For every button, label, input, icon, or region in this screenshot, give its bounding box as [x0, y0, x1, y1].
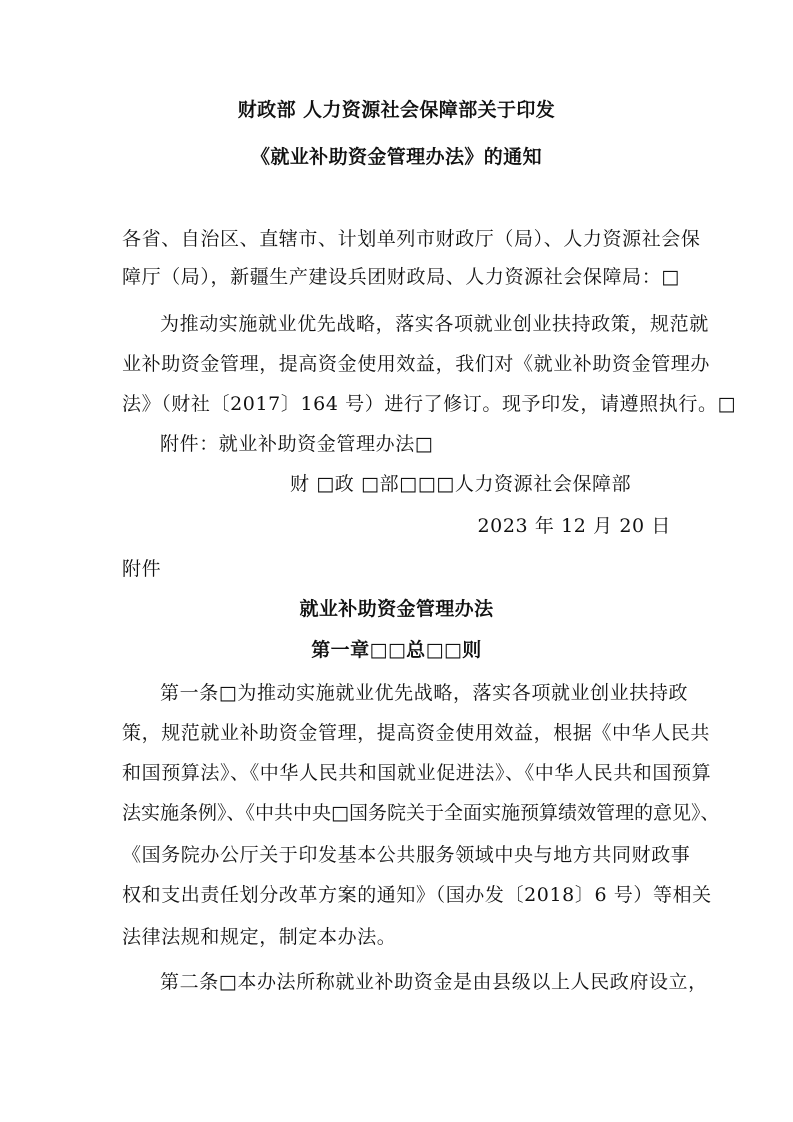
appendix-title: 就业补助资金管理办法	[299, 598, 494, 620]
article-1-line-1: 第一条□为推动实施就业优先战略，落实各项就业创业扶持政	[160, 682, 689, 704]
article-2-line-1: 第二条□本办法所称就业补助资金是由县级以上人民政府设立，	[160, 971, 708, 993]
notice-title-line-1: 财政部 人力资源社会保障部关于印发	[237, 99, 556, 121]
body-paragraph-line-2: 业补助资金管理，提高资金使用效益，我们对《就业补助资金管理办	[122, 353, 711, 375]
article-1-line-7: 法律法规和规定，制定本办法。	[122, 926, 397, 948]
article-1-line-6: 权和支出责任划分改革方案的通知》（国办发〔2018〕6 号）等相关	[122, 884, 712, 906]
notice-title-line-2: 《就业补助资金管理办法》的通知	[250, 146, 542, 168]
addressee-line-2: 障厅（局），新疆生产建设兵团财政局、人力资源社会保障局：□	[122, 266, 680, 288]
body-paragraph-line-1: 为推动实施就业优先战略，落实各项就业创业扶持政策，规范就	[160, 313, 709, 335]
appendix-label: 附件	[122, 558, 162, 580]
article-1-line-2: 策，规范就业补助资金管理，提高资金使用效益，根据《中华人民共	[122, 722, 711, 744]
issue-date: 2023 年 12 月 20 日	[477, 515, 671, 537]
article-1-line-3: 和国预算法》、《中华人民共和国就业促进法》、《中华人民共和国预算	[122, 762, 712, 784]
signatories: 财 □政 □部□□□人力资源社会保障部	[290, 473, 632, 495]
article-1-line-4: 法实施条例》、《中共中央□国务院关于全面实施预算绩效管理的意见》、	[122, 802, 720, 824]
article-1-line-5: 《国务院办公厅关于印发基本公共服务领域中央与地方共同财政事	[122, 844, 691, 866]
attachment-note: 附件：就业补助资金管理办法□	[160, 433, 434, 455]
body-paragraph-line-3: 法》（财社〔2017〕164 号）进行了修订。现予印发，请遵照执行。□	[122, 393, 737, 415]
addressee-line-1: 各省、自治区、直辖市、计划单列市财政厅（局）、人力资源社会保	[122, 228, 701, 250]
chapter-title: 第一章□□总□□则	[311, 639, 482, 661]
